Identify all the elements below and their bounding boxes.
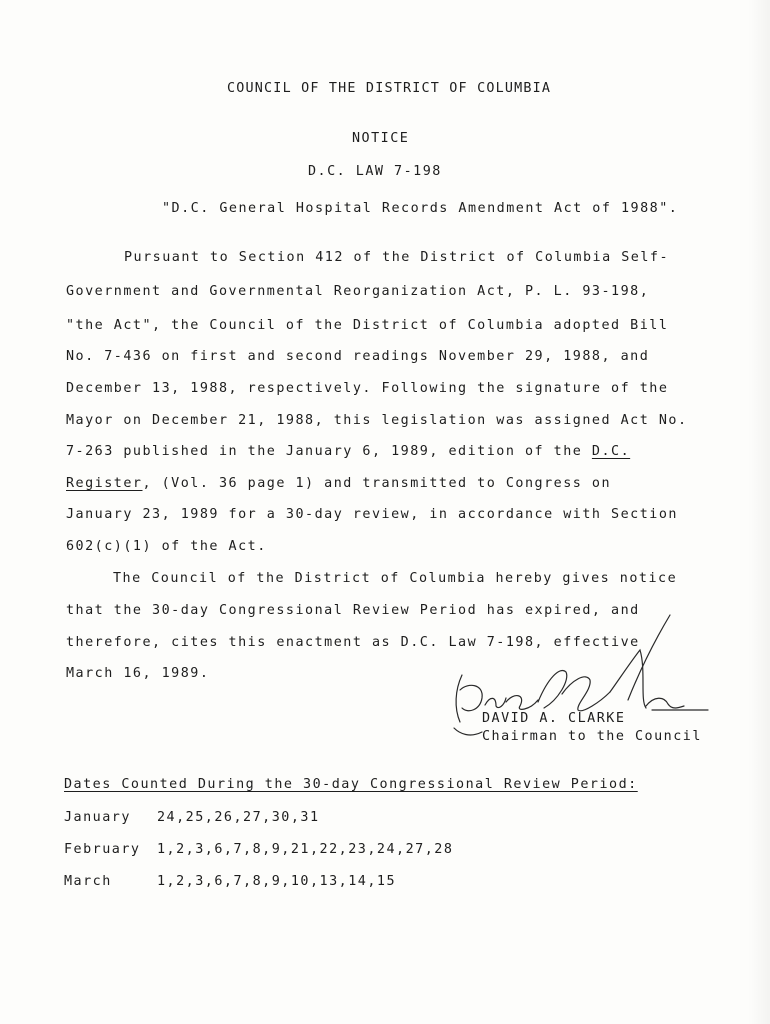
scan-edge-shadow: [748, 0, 770, 1024]
paragraph-1-line-5: December 13, 1988, respectively. Following the signature of the: [66, 381, 669, 396]
paragraph-1-line-2: Government and Governmental Reorganization Act, P. L. 93-198,: [66, 284, 650, 299]
notice-heading: NOTICE: [352, 131, 410, 146]
date-days-february: 1,2,3,6,7,8,9,21,22,23,24,27,28: [157, 842, 454, 857]
paragraph-1-line-3: "the Act", the Council of the District of Columbia adopted Bill: [66, 318, 669, 333]
date-month-march: March: [64, 874, 112, 889]
paragraph-1-line-7: [66, 444, 630, 459]
law-number: D.C. LAW 7-198: [308, 164, 442, 179]
register-name-part-2: Register: [66, 476, 143, 491]
act-title: "D.C. General Hospital Records Amendment Act of 1988".: [162, 201, 679, 216]
date-days-january: 24,25,26,27,30,31: [157, 810, 320, 825]
council-heading: COUNCIL OF THE DISTRICT OF COLUMBIA: [227, 81, 552, 96]
paragraph-1-line-7-text: 7-263 published in the January 6, 1989, edition of the: [66, 444, 583, 459]
paragraph-1-line-1: Pursuant to Section 412 of the District of Columbia Self-: [124, 250, 670, 265]
dates-heading: Dates Counted During the 30-day Congressional Review Period:: [64, 777, 638, 792]
paragraph-1-line-8-text: , (Vol. 36 page 1) and transmitted to Congress on: [142, 476, 612, 491]
date-days-march: 1,2,3,6,7,8,9,10,13,14,15: [157, 874, 397, 889]
paragraph-1-line-8: [66, 476, 611, 491]
date-month-february: February: [64, 842, 141, 857]
paragraph-2-line-4: March 16, 1989.: [66, 666, 210, 681]
paragraph-2-line-2: that the 30-day Congressional Review Period has expired, and: [66, 603, 640, 618]
date-month-january: January: [64, 810, 131, 825]
register-name-part-1: D.C.: [591, 444, 631, 459]
paragraph-1-line-10: 602(c)(1) of the Act.: [66, 539, 267, 554]
paragraph-1-line-4: No. 7-436 on first and second readings November 29, 1988, and: [66, 349, 650, 364]
signatory-title: Chairman to the Council: [482, 729, 702, 744]
paragraph-1-line-9: January 23, 1989 for a 30-day review, in accordance with Section: [66, 507, 678, 522]
paragraph-2-line-3: therefore, cites this enactment as D.C. Law 7-198, effective: [66, 635, 640, 650]
paragraph-2-line-1: The Council of the District of Columbia hereby gives notice: [113, 571, 678, 586]
signatory-name: DAVID A. CLARKE: [482, 711, 626, 726]
paragraph-1-line-6: Mayor on December 21, 1988, this legislation was assigned Act No.: [66, 413, 688, 428]
